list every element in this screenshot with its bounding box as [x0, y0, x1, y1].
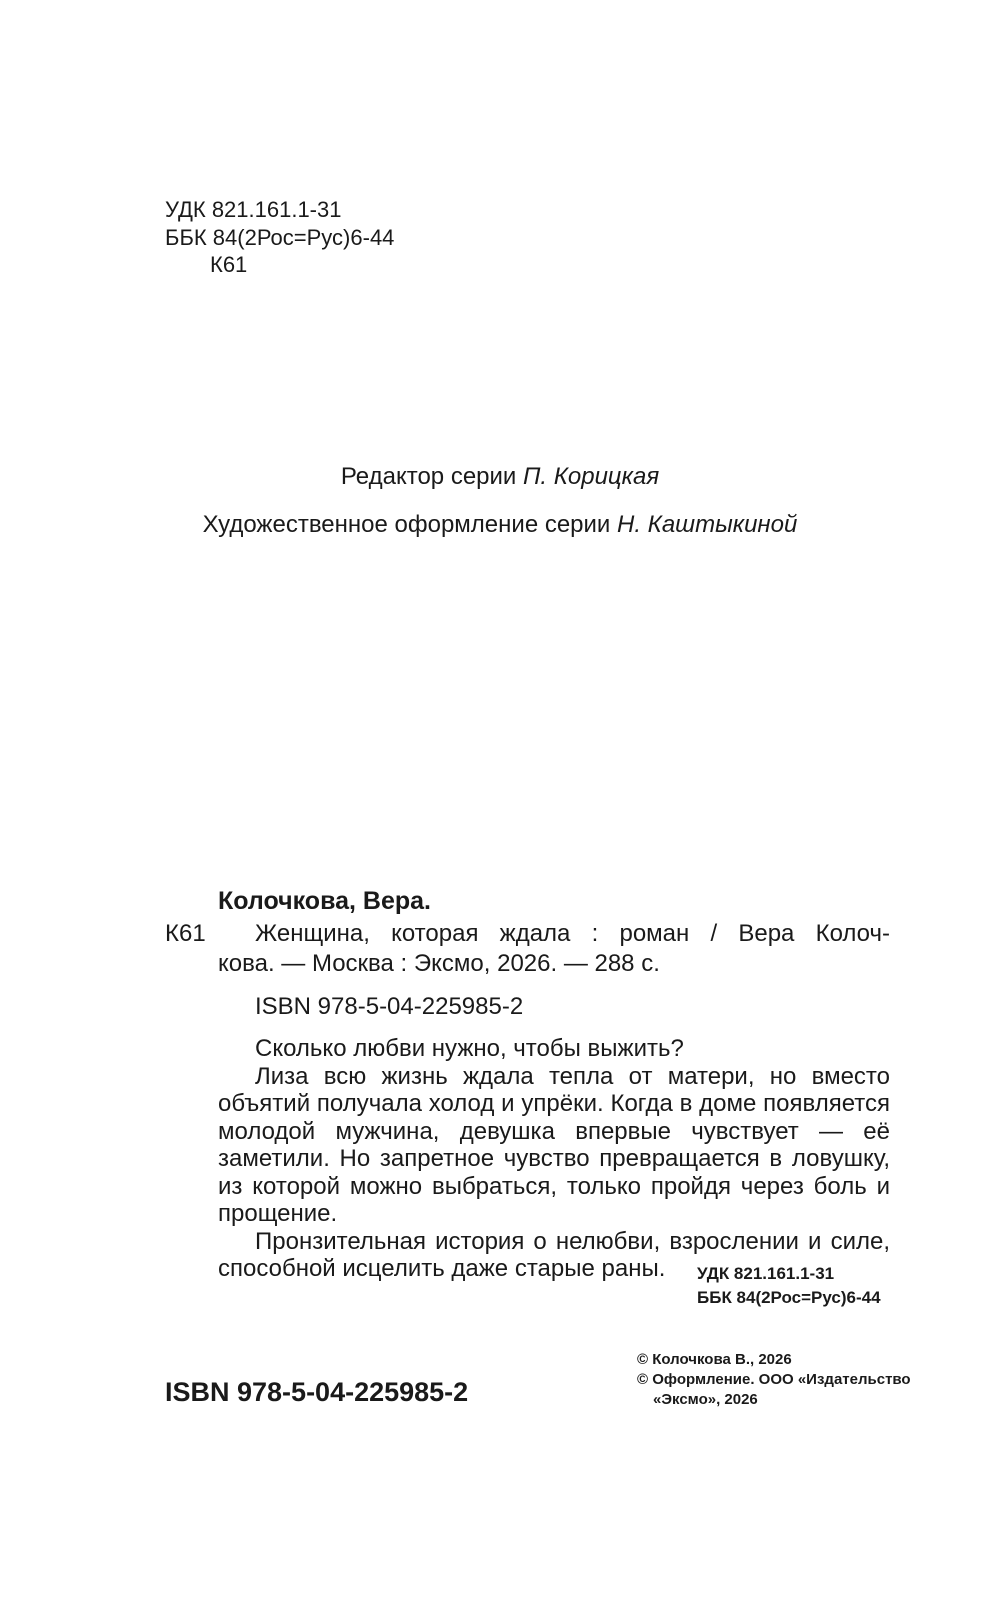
copyright-block: [637, 1350, 911, 1410]
series-design-credit: [0, 510, 1000, 540]
title-statement-line-1: [218, 919, 890, 949]
title-statement-line-2: кова. — Москва : Эксмо, 2026. — 288 с.: [218, 950, 660, 977]
annotation: [218, 1035, 890, 1283]
series-editor-name: П. Корицкая: [523, 463, 660, 490]
author-mark-margin: К61: [165, 920, 206, 947]
series-editor-credit: [0, 462, 1000, 492]
bbk-code: ББК 84(2Рос=Рус)6-44: [165, 224, 395, 250]
udk-code-bottom: УДК 821.161.1-31: [697, 1264, 835, 1283]
bbk-code-bottom: ББК 84(2Рос=Рус)6-44: [697, 1288, 881, 1307]
series-design-label: Художественное оформление серии: [202, 511, 611, 538]
bottom-classification: [697, 1262, 881, 1310]
top-classification: [165, 196, 394, 279]
author-heading: Колочкова, Вера.: [218, 887, 431, 915]
isbn-large: ISBN 978-5-04-225985-2: [165, 1377, 469, 1407]
author-mark: К61: [210, 252, 248, 277]
title-statement-text-1: Женщина, которая ждала : роман / Вера Колоч-: [255, 920, 890, 947]
isbn-inline: ISBN 978-5-04-225985-2: [255, 993, 524, 1020]
annotation-paragraph-2: Лиза всю жизнь ждала тепла от матери, но вместо объятий получала холод и упрёки. Когда в доме появляется молодой мужчина, девушка впервые чувствует — её заметили. Но запретное чувство превращается в ловушку, из которой можно выбраться, только пройдя через боль и прощение.: [218, 1062, 890, 1227]
copyright-design: © Оформление. ООО «Издательство: [637, 1371, 911, 1388]
annotation-paragraph-3: Пронзительная история о нелюбви, взрослении и силе, способной исцелить даже старые раны.: [218, 1227, 890, 1282]
series-editor-label: Редактор серии: [340, 463, 517, 490]
annotation-paragraph-1: Сколько любви нужно, чтобы выжить?: [255, 1035, 684, 1062]
series-design-name: Н. Каштыкиной: [617, 511, 798, 538]
copyright-publisher: «Эксмо», 2026: [653, 1391, 758, 1408]
udk-code: УДК 821.161.1-31: [165, 197, 342, 222]
copyright-author: © Колочкова В., 2026: [637, 1351, 792, 1368]
